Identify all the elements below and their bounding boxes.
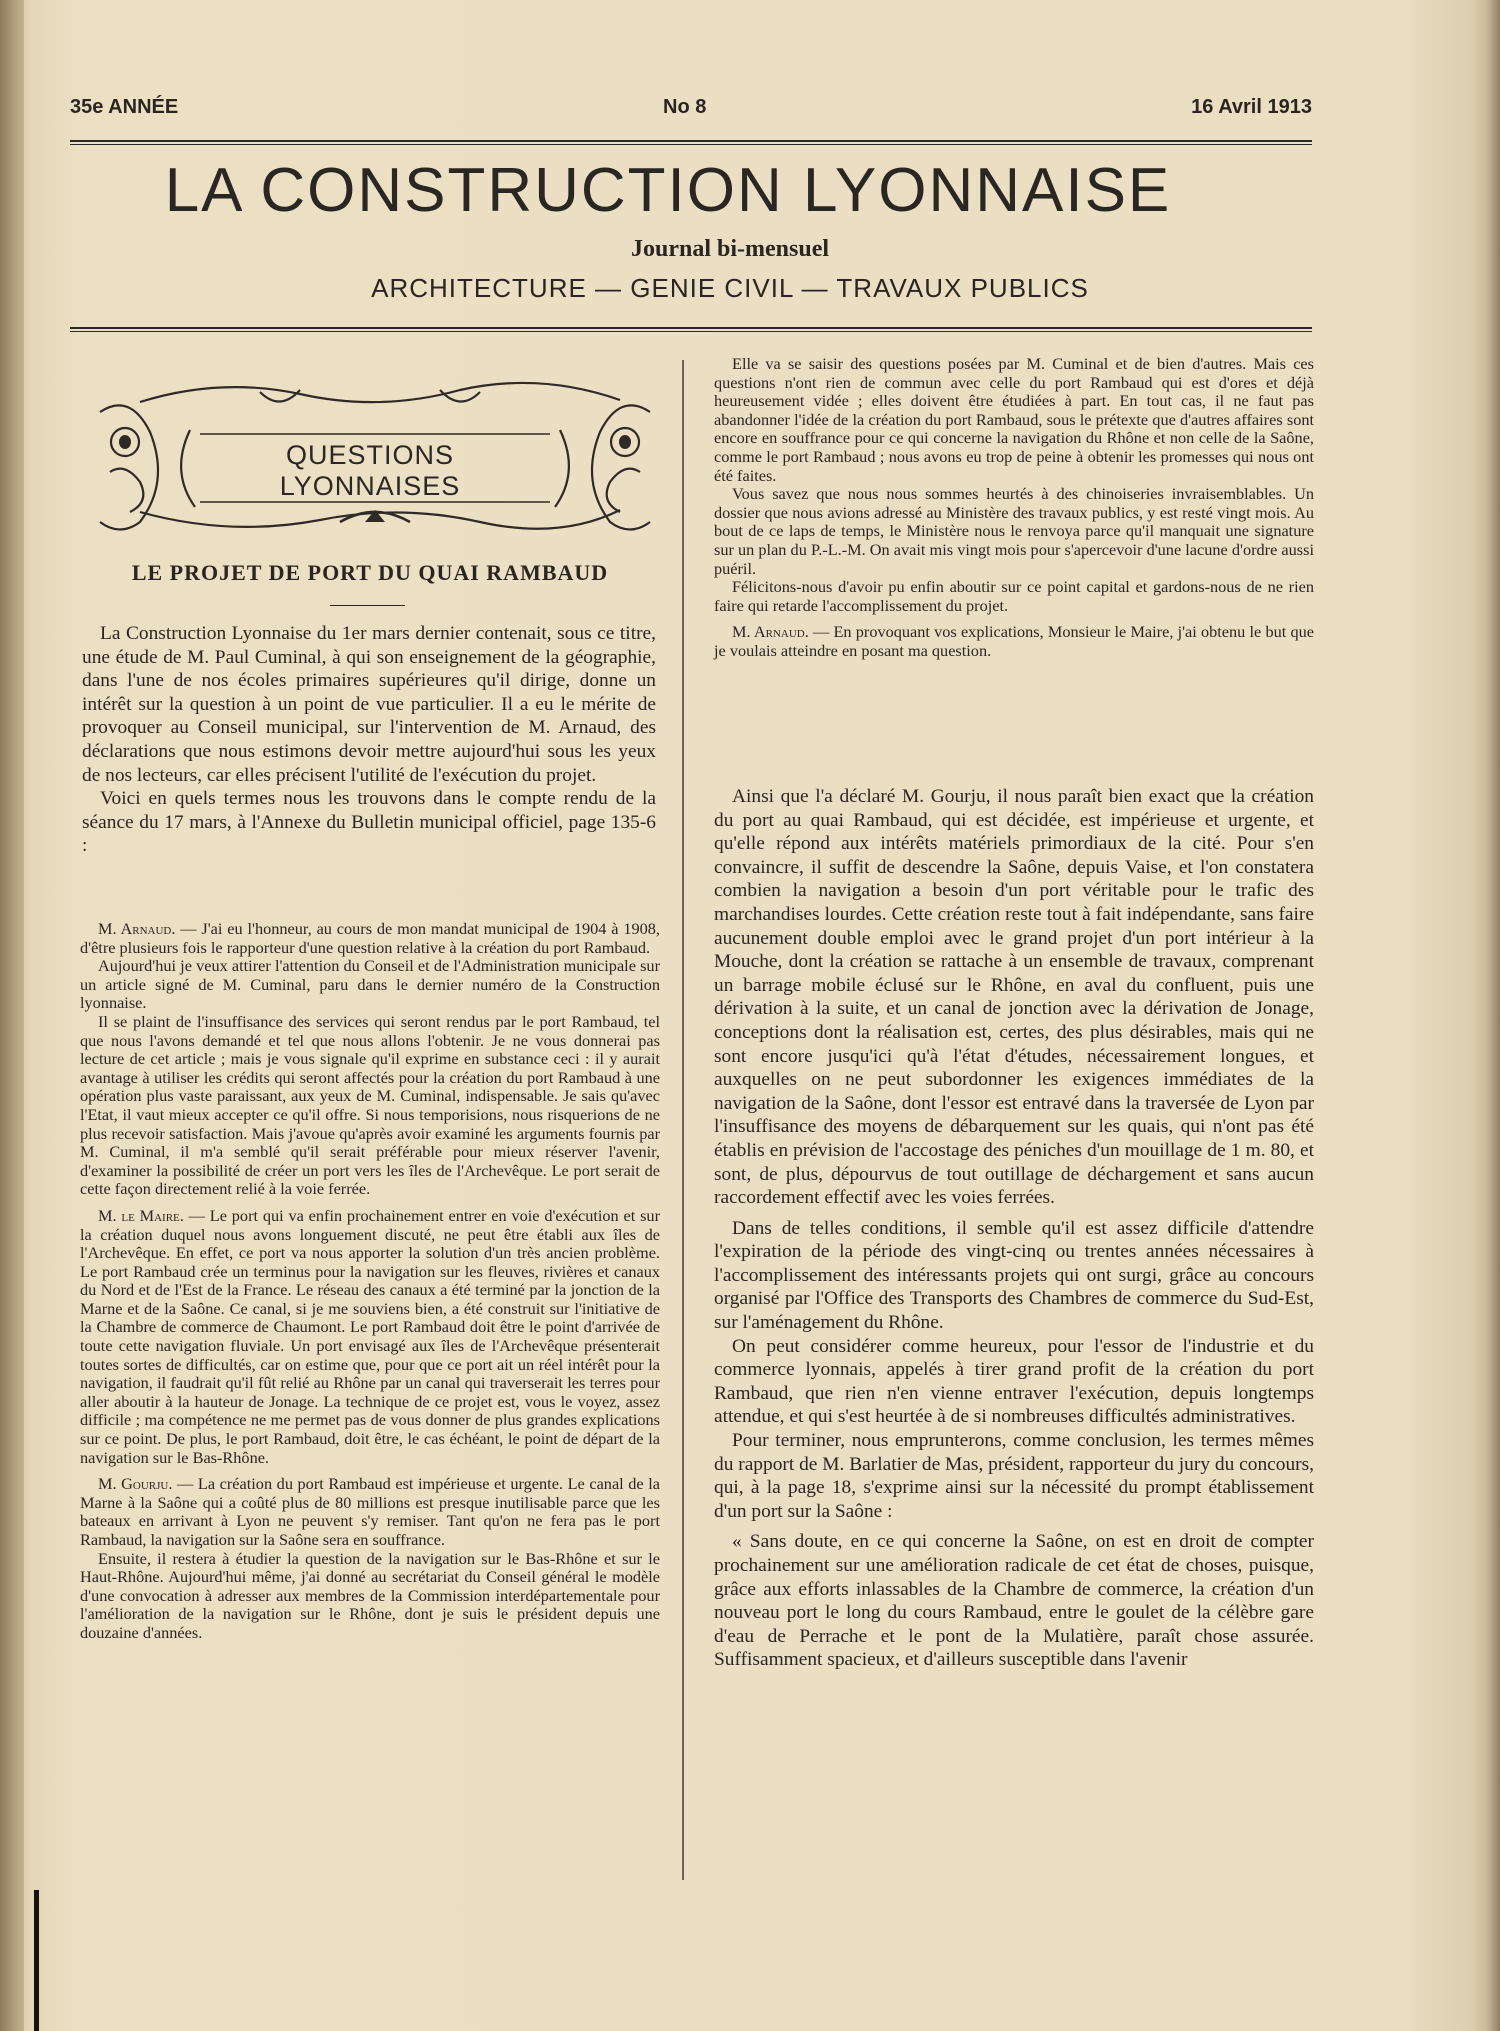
section-banner: [80, 372, 670, 540]
paragraph: Vous savez que nous nous sommes heurtés à des chinoiseries invraisemblables. Un dossier que nous avions adressé au Ministère des travaux publics, y est resté vingt mois. Au bout de ce laps de temps, le Ministère nous le renvoya parce qu'il manquait une signature sur un plan du P.-L.-M. On avait mis vingt mois pour s'apercevoir d'une lacune d'ordre aussi puéril.: [714, 484, 1314, 578]
paragraph: M. Arnaud. — J'ai eu l'honneur, au cours de mon mandat municipal de 1904 à 1908, d'être plusieurs fois le rapporteur d'une question relative à la création du port Rambaud.: [80, 919, 660, 957]
paragraph: Dans de telles conditions, il semble qu'il est assez difficile d'attendre l'expiration de la période des vingt-cinq ou trentes années nécessaires à l'accomplissement des intéressants projets qui ont surgi, grâce au concours organisé par l'Office des Transports des Chambres de commerce du Sud-Est, sur l'aménagement du Rhône.: [714, 1217, 1314, 1334]
masthead-rule: [70, 327, 1312, 329]
paragraph: La Construction Lyonnaise du 1er mars dernier contenait, sous ce titre, une étude de M. Paul Cuminal, à qui son enseignement de la géographie, dans l'une de nos écoles primaires supérieures qu'il dirige, donne un intérêt sur la question à un point de vue particulier. Il a eu le mérite de provoquer au Conseil municipal, sur l'intervention de M. Arnaud, des déclarations que nous estimons devoir mettre aujourd'hui sous les yeux de nos lecteurs, car elles précisent l'utilité de l'exécution du projet.: [82, 623, 656, 786]
speaker: M. Arnaud.: [732, 622, 809, 642]
paragraph: Il se plaint de l'insuffisance des services qui seront rendus par le port Rambaud, tel que nous l'avons demandé et tel que nous allons l'obtenir. Je ne vous donnerai pas lecture de cet article ; mais je vous signale qu'il exprime en substance ceci : il y aurait avantage à utiliser les crédits qui seront affectés pour la création du port Rambaud à une opération plus vaste paraissant, aux yeux de M. Cuminal, indispensable. Je sais qu'avec l'Etat, il vaut mieux accepter ce qu'il offre. Si nous temporisions, nous risquerions de ne plus recevoir satisfaction. Mais j'avoue qu'après avoir examiné les arguments fournis par M. Cuminal, il m'a semblé qu'il serait préférable pour mieux réserver l'avenir, d'examiner la possibilité de créer un port vers les îles de l'Archevêque. Le port serait de cette façon directement relié à la voie ferrée.: [80, 1011, 660, 1199]
bookmark-thread: [34, 1890, 39, 2031]
paragraph: M. Gourju. — La création du port Rambaud est impérieuse et urgente. Le canal de la Marne à la Saône qui a coûté plus de 80 millions est presque inutilisable parce que les bateaux en arrivant à Lyon ne peuvent s'y remiser. Tant qu'on ne fera pas le port Rambaud, la navigation sur la Saône sera en souffrance.: [80, 1474, 660, 1549]
paragraph: Ainsi que l'a déclaré M. Gourju, il nous paraît bien exact que la création du port au quai Rambaud, qui est décidée, est impérieuse et urgente, et qu'elle répond aux intérêts matériels primordiaux de la cité. Pour s'en convaincre, il suffit de descendre la Saône, depuis Vaise, et l'on constatera combien la navigation a besoin d'un port véritable pour le trafic des marchandises lourdes. Cette création reste tout à fait indépendante, sans faire aucunement double emploi avec le grand projet d'un port intérieur à la Mouche, dont la création se rattache à un ensemble de travaux, comprenant un barrage mobile éclusé sur le Rhône, en aval du confluent, puis une dérivation à la suite, et un canal de jonction avec la dérivation de Jonage, conceptions dont la réalisation est, certes, des plus désirables, mais qui ne sont encore jusqu'ici qu'à l'état d'études, nécessairement longues, et auxquelles on ne peut subordonner les exigences immédiates de la navigation de la Saône, dont l'essor est entravé dans la traversée de Lyon par l'insuffisance des moyens de débarquement sur les quais, qui n'ont pas été établis en prévision de l'accostage des péniches d'un mouillage de 1 m. 80, et sont, de plus, dépourvus de tout outillage de déchargement et sans aucun raccordement effectif avec les voies ferrées.: [714, 786, 1314, 1209]
paragraph: On peut considérer comme heureux, pour l'essor de l'industrie et du commerce lyonnais, appelés à tirer grand profit de la création du port Rambaud, que rien n'en vienne entraver l'exécution, depuis longtemps attendue, et qui s'est heurtée à de si nombreuses difficultés administratives.: [714, 1335, 1314, 1428]
banner-label: QUESTIONS LYONNAISES: [279, 440, 461, 501]
page-edge: [1486, 0, 1500, 2031]
column-divider: [682, 360, 684, 1880]
masthead-title: LA CONSTRUCTION LYONNAISE: [164, 156, 1172, 225]
council-transcript-right: [714, 355, 1314, 661]
paragraph: « Sans doute, en ce qui concerne la Saône, on est en droit de compter prochainement sur une amélioration radicale de cet état de choses, puisque, grâce aux efforts inlassables de la Chambre de commerce, la création d'un nouveau port le long du cours Rambaud, entre le goulet de la célèbre gare d'eau de Perrache et le pont de la Mulatière, paraît chose assurée. Suffisamment spacieux, et d'ailleurs susceptible dans l'avenir: [714, 1531, 1314, 1671]
issue-date: 16 Avril 1913: [1191, 96, 1312, 118]
header-rule: [70, 140, 1312, 142]
council-transcript-left: [80, 920, 660, 1643]
paragraph: Ensuite, il restera à étudier la question de la navigation sur le Bas-Rhône et sur le Haut-Rhône. Aujourd'hui même, j'ai donné au secrétariat du Conseil général le modèle d'une convocation à adresser aux membres de la Commission interdépartementale pour l'amélioration de la navigation sur le Rhône, dont je suis le président depuis une douzaine d'années.: [80, 1548, 660, 1642]
paragraph: Félicitons-nous d'avoir pu enfin aboutir sur ce point capital et gardons-nous de ne rien faire qui retarde l'accomplissement du projet.: [714, 577, 1314, 615]
article-title: LE PROJET DE PORT DU QUAI RAMBAUD: [131, 560, 609, 585]
paragraph: M. Arnaud. — En provoquant vos explications, Monsieur le Maire, j'ai obtenu le but que je voulais atteindre en posant ma question.: [714, 622, 1314, 660]
speaker: M. le Maire.: [98, 1205, 184, 1225]
article-intro: [82, 622, 656, 858]
header-rule-thin: [70, 144, 1312, 145]
speaker: M. Gourju.: [98, 1474, 173, 1494]
title-rule: [330, 605, 405, 606]
masthead-rule-thin: [70, 331, 1312, 332]
paragraph: Aujourd'hui je veux attirer l'attention du Conseil et de l'Administration municipale sur un article signé de M. Cuminal, paru dans le dernier numéro de la Construction lyonnaise.: [80, 956, 660, 1013]
speaker: M. Arnaud.: [98, 919, 176, 938]
issue-number: No 8: [663, 96, 707, 118]
issue-header: [70, 96, 1312, 119]
masthead-subtitle: Journal bi-mensuel: [630, 236, 830, 262]
masthead-sections: ARCHITECTURE — GENIE CIVIL — TRAVAUX PUBLICS: [371, 273, 1089, 303]
paragraph: Elle va se saisir des questions posées par M. Cuminal et de bien d'autres. Mais ces questions n'ont rien de commun avec celle du port Rambaud qui est d'ores et déjà heureusement vidée ; elles doivent être étudiées à part. En tout cas, il ne faut pas abandonner l'idée de la création du port Rambaud, sous le prétexte que d'autres affaires sont encore en souffrance pour ce qui concerne la navigation du Rhône et non celle de la Saône, comme le port Rambaud ; nous avons eu trop de peine à obtenir les promesses qui nous ont été faites.: [714, 354, 1314, 485]
paragraph: M. le Maire. — Le port qui va enfin prochainement entrer en voie d'exécution et sur la création duquel nous avons longuement discuté, ne peut être établi aux îles de l'Archevêque. En effet, ce port va nous apporter la solution d'un très ancien problème. Le port Rambaud crée un terminus pour la navigation sur les fleuves, rivières et canaux du Nord et de l'Est de la France. Le réseau des canaux a été terminé par la jonction de la Marne et de la Saône. Ce canal, si je me souviens bien, a été construit sur l'initiative de la Chambre de commerce de Chaumont. Le port Rambaud doit être le point d'arrivée de toute cette navigation fluviale. Un port envisagé aux îles de l'Archevêque présenterait toutes sortes de difficultés, car on estime que, pour que ce port ait un réel intérêt pour la navigation, il faudrait qu'il fût relié au Rhône par un canal qui traverserait les terres pour aller aboutir à la hauteur de Jonage. La technique de ce projet est, vous le voyez, assez difficile ; ma compétence ne me permet pas de vous donner de plus grandes explications sur ce point. De plus, le port Rambaud, doit être, le cas échéant, le point de départ de la navigation sur le Bas-Rhône.: [80, 1205, 660, 1467]
article-conclusion: [714, 785, 1314, 1672]
year-label: 35e ANNÉE: [70, 96, 179, 118]
binding-edge: [0, 0, 24, 2031]
paragraph: Pour terminer, nous emprunterons, comme conclusion, les termes mêmes du rapport de M. Barlatier de Mas, président, rapporteur du jury du concours, qui, à la page 18, s'exprime ainsi sur la nécessité du prompt établissement d'un port sur la Saône :: [714, 1430, 1314, 1522]
paragraph: Voici en quels termes nous les trouvons dans le compte rendu de la séance du 17 mars, à l'Annexe du Bulletin municipal officiel, page 135-6 :: [82, 788, 656, 857]
